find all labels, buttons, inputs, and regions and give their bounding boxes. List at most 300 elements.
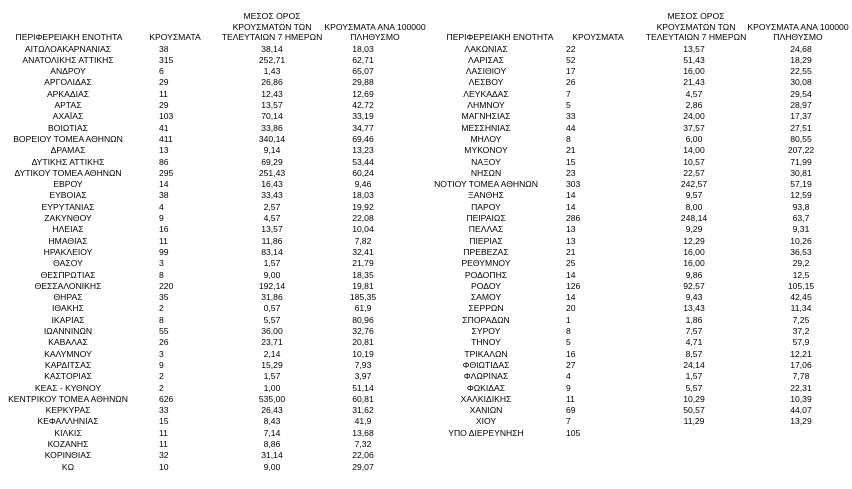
avg-7-days-cell: 1,57 xyxy=(263,258,281,269)
avg-7-days-cell: 11,29 xyxy=(683,416,705,427)
per-100k-cell: 11,34 xyxy=(790,303,812,314)
region-cell: ΦΘΙΩΤΙΔΑΣ xyxy=(462,359,510,370)
table-row xyxy=(428,224,852,235)
region-cell: ΡΟΔΟΥ xyxy=(471,280,501,291)
cases-cell: 7 xyxy=(566,88,571,99)
table-row xyxy=(428,213,852,224)
cases-cell: 11 xyxy=(159,427,168,438)
region-cell: ΝΟΤΙΟΥ ΤΟΜΕΑ ΑΘΗΝΩΝ xyxy=(434,179,538,190)
cases-cell: 21 xyxy=(566,145,576,156)
table-row xyxy=(0,168,428,179)
cases-cell: 8 xyxy=(159,269,164,280)
avg-7-days-cell: 11,86 xyxy=(261,235,283,246)
region-cell: ΚΟΖΑΝΗΣ xyxy=(47,439,89,449)
table-row xyxy=(428,371,852,382)
avg-7-days-cell: 252,71 xyxy=(258,54,286,65)
cases-cell: 1 xyxy=(566,314,571,325)
region-cell: ΚΑΣΤΟΡΙΑΣ xyxy=(44,371,92,382)
table-row xyxy=(428,89,852,100)
region-cell: ΘΑΣΟΥ xyxy=(53,258,83,269)
table-row xyxy=(0,123,428,134)
avg-7-days-cell: 1,86 xyxy=(685,314,703,325)
table-row xyxy=(0,247,428,258)
table-row xyxy=(428,77,852,88)
avg-7-days-cell: 83,14 xyxy=(261,246,283,257)
avg-7-days-cell: 69,29 xyxy=(261,156,283,167)
avg-7-days-cell: 1,00 xyxy=(263,382,281,393)
avg-7-days-cell: 6,00 xyxy=(685,133,703,144)
region-cell: ΚΕΦΑΛΛΗΝΙΑΣ xyxy=(37,416,99,427)
per-100k-cell: 13,29 xyxy=(790,416,812,427)
table-row xyxy=(428,303,852,314)
avg-7-days-cell: 9,57 xyxy=(685,190,703,201)
cases-cell: 32 xyxy=(159,450,169,461)
cases-cell: 14 xyxy=(566,292,576,303)
region-cell: ΛΕΣΒΟΥ xyxy=(468,77,504,88)
cases-cell: 86 xyxy=(159,156,169,167)
avg-7-days-cell: 31,86 xyxy=(261,292,283,303)
avg-7-days-cell: 9,29 xyxy=(685,224,703,235)
region-cell: ΚΑΡΔΙΤΣΑΣ xyxy=(44,359,92,370)
cases-cell: 99 xyxy=(159,246,169,257)
avg-7-days-cell: 4,57 xyxy=(263,213,281,223)
per-100k-cell: 34,77 xyxy=(352,122,374,133)
avg-7-days-cell: 7,14 xyxy=(263,427,281,438)
table-row xyxy=(428,416,852,427)
per-100k-cell: 18,03 xyxy=(352,43,374,54)
per-100k-cell: 42,45 xyxy=(790,292,812,303)
cases-cell: 6 xyxy=(159,66,164,77)
per-100k-cell: 17,37 xyxy=(790,111,812,122)
table-row xyxy=(0,405,428,416)
table-row xyxy=(0,44,428,55)
cases-cell: 38 xyxy=(159,43,169,54)
region-cell: ΚΙΛΚΙΣ xyxy=(54,427,82,438)
cases-cell: 69 xyxy=(566,405,576,416)
table-row xyxy=(0,258,428,269)
region-cell: ΑΙΤΩΛΟΑΚΑΡΝΑΝΙΑΣ xyxy=(24,43,112,54)
per-100k-cell: 42,72 xyxy=(352,100,374,110)
cases-cell: 55 xyxy=(159,326,169,336)
cases-cell: 14 xyxy=(566,201,576,212)
table-row xyxy=(0,462,428,473)
avg-7-days-cell: 24,00 xyxy=(683,111,705,122)
per-100k-cell: 29,2 xyxy=(792,258,810,269)
cases-cell: 27 xyxy=(566,359,576,370)
region-cell: ΙΘΑΚΗΣ xyxy=(52,303,84,314)
region-cell: ΤΗΝΟΥ xyxy=(471,337,501,348)
table-row xyxy=(428,168,852,179)
cases-cell: 25 xyxy=(566,258,576,269)
region-cell: ΑΧΑΪΑΣ xyxy=(52,111,84,122)
avg-7-days-cell: 70,14 xyxy=(261,111,283,122)
region-cell: ΗΡΑΚΛΕΙΟΥ xyxy=(43,246,93,257)
avg-7-days-cell: 92,57 xyxy=(683,280,705,291)
avg-7-days-cell: 31,14 xyxy=(261,450,283,461)
cases-cell: 105 xyxy=(566,427,581,438)
per-100k-cell: 7,82 xyxy=(354,235,372,246)
region-cell: ΙΚΑΡΙΑΣ xyxy=(51,314,85,325)
table-row xyxy=(428,100,852,111)
cases-cell: 14 xyxy=(566,190,576,201)
table-row xyxy=(0,416,428,427)
avg-7-days-cell: 13,57 xyxy=(683,43,705,54)
header-cases: ΚΡΟΥΣΜΑΤΑ xyxy=(149,31,201,42)
per-100k-cell: 57,19 xyxy=(790,179,812,190)
header-cases: ΚΡΟΥΣΜΑΤΑ xyxy=(572,31,624,42)
avg-7-days-cell: 50,57 xyxy=(683,405,705,416)
header-region: ΠΕΡΙΦΕΡΕΙΑΚΗ ΕΝΟΤΗΤΑ xyxy=(15,31,123,42)
cases-cell: 2 xyxy=(159,371,164,382)
cases-cell: 11 xyxy=(159,88,168,99)
table-row xyxy=(428,190,852,201)
table-row xyxy=(0,326,428,337)
avg-7-days-cell: 9,00 xyxy=(263,461,281,472)
avg-7-days-cell: 26,43 xyxy=(261,405,283,416)
avg-7-days-cell: 0,57 xyxy=(263,303,281,314)
avg-7-days-cell: 37,57 xyxy=(683,122,705,133)
avg-7-days-cell: 51,43 xyxy=(683,54,705,65)
per-100k-cell: 13,68 xyxy=(352,427,374,438)
table-row xyxy=(428,247,852,258)
cases-cell: 35 xyxy=(159,292,169,303)
per-100k-cell: 21,79 xyxy=(352,258,374,269)
cases-cell: 29 xyxy=(159,77,169,88)
region-cell: ΚΕΡΚΥΡΑΣ xyxy=(45,405,91,416)
avg-7-days-cell: 23,71 xyxy=(261,337,283,348)
region-cell: ΑΡΚΑΔΙΑΣ xyxy=(46,88,90,99)
region-cell: ΚΩ xyxy=(61,461,75,472)
region-cell: ΣΠΟΡΑΔΩΝ xyxy=(462,314,510,325)
region-cell: ΣΑΜΟΥ xyxy=(470,292,502,303)
per-100k-cell: 12,59 xyxy=(790,190,812,201)
region-cell: ΕΒΡΟΥ xyxy=(53,179,83,190)
avg-7-days-cell: 8,00 xyxy=(685,201,703,212)
per-100k-cell: 44,07 xyxy=(790,405,812,416)
table-row xyxy=(428,157,852,168)
region-cell: ΕΥΒΟΙΑΣ xyxy=(49,190,87,201)
table-row xyxy=(428,360,852,371)
region-cell: ΥΠΟ ΔΙΕΡΕΥΝΗΣΗ xyxy=(448,427,524,438)
cases-cell: 20 xyxy=(566,303,576,314)
region-cell: ΛΑΣΙΘΙΟΥ xyxy=(465,66,507,77)
region-cell: ΧΑΝΙΩΝ xyxy=(469,405,503,416)
table-row xyxy=(0,394,428,405)
cases-cell: 9 xyxy=(159,213,164,223)
per-100k-cell: 7,78 xyxy=(792,371,810,382)
cases-cell: 2 xyxy=(159,303,164,314)
region-cell: ΝΑΞΟΥ xyxy=(471,156,501,167)
region-cell: ΒΟΡΕΙΟΥ ΤΟΜΕΑ ΑΘΗΝΩΝ xyxy=(13,133,123,144)
table-row xyxy=(0,55,428,66)
avg-7-days-cell: 9,86 xyxy=(685,269,703,280)
cases-cell: 10 xyxy=(159,461,169,472)
per-100k-cell: 29,54 xyxy=(790,88,812,99)
cases-cell: 33 xyxy=(159,405,169,416)
cases-cell: 3 xyxy=(159,258,164,269)
table-row xyxy=(428,55,852,66)
table-row xyxy=(0,89,428,100)
avg-7-days-cell: 2,57 xyxy=(263,201,281,212)
per-100k-cell: 60,81 xyxy=(352,393,374,404)
per-100k-cell: 29,88 xyxy=(352,77,374,88)
per-100k-cell: 13,23 xyxy=(352,145,374,156)
cases-cell: 26 xyxy=(159,337,169,348)
table-row xyxy=(428,145,852,156)
region-cell: ΚΕΑΣ - ΚΥΘΝΟΥ xyxy=(34,382,102,393)
region-cell: ΘΕΣΣΑΛΟΝΙΚΗΣ xyxy=(34,280,102,291)
per-100k-cell: 80,55 xyxy=(790,133,812,144)
cases-cell: 286 xyxy=(566,213,581,223)
avg-7-days-cell: 14,00 xyxy=(683,145,705,156)
avg-7-days-cell: 13,57 xyxy=(261,224,283,235)
per-100k-cell: 57,9 xyxy=(792,337,810,348)
avg-7-days-cell: 1,57 xyxy=(685,371,703,382)
table-row xyxy=(428,66,852,77)
cases-cell: 14 xyxy=(566,269,576,280)
table-row xyxy=(0,157,428,168)
table-row xyxy=(0,111,428,122)
per-100k-cell: 18,29 xyxy=(790,54,812,65)
table-row xyxy=(0,337,428,348)
table-row xyxy=(0,450,428,461)
cases-cell: 126 xyxy=(566,280,581,291)
region-cell: ΕΥΡΥΤΑΝΙΑΣ xyxy=(41,201,95,212)
table-row xyxy=(428,236,852,247)
avg-7-days-cell: 26,86 xyxy=(261,77,283,88)
table-row xyxy=(428,134,852,145)
cases-cell: 22 xyxy=(566,43,576,54)
per-100k-cell: 53,44 xyxy=(352,156,374,167)
avg-7-days-cell: 8,86 xyxy=(263,439,281,449)
cases-cell: 13 xyxy=(566,224,576,235)
cases-cell: 21 xyxy=(566,246,576,257)
region-cell: ΒΟΙΩΤΙΑΣ xyxy=(48,122,88,133)
cases-cell: 5 xyxy=(566,337,571,348)
region-cell: ΧΑΛΚΙΔΙΚΗΣ xyxy=(460,393,512,404)
table-row xyxy=(428,281,852,292)
region-cell: ΚΟΡΙΝΘΙΑΣ xyxy=(44,450,92,461)
cases-cell: 11 xyxy=(159,439,168,449)
region-cell: ΠΕΙΡΑΙΩΣ xyxy=(466,213,506,223)
table-row xyxy=(428,202,852,213)
per-100k-cell: 105,15 xyxy=(787,280,815,291)
table-row xyxy=(0,224,428,235)
cases-cell: 15 xyxy=(566,156,576,167)
region-cell: ΤΡΙΚΑΛΩΝ xyxy=(464,348,508,359)
region-cell: ΝΗΣΩΝ xyxy=(470,167,502,178)
avg-7-days-cell: 13,57 xyxy=(261,100,283,110)
cases-cell: 3 xyxy=(159,348,164,359)
region-cell: ΛΕΥΚΑΔΑΣ xyxy=(463,88,509,99)
region-cell: ΜΗΛΟΥ xyxy=(470,133,502,144)
per-100k-cell: 10,19 xyxy=(352,348,374,359)
table-row xyxy=(0,281,428,292)
right-table xyxy=(428,0,852,489)
table-row xyxy=(0,360,428,371)
table-row xyxy=(0,383,428,394)
avg-7-days-cell: 24,14 xyxy=(683,359,705,370)
per-100k-cell: 7,25 xyxy=(792,314,810,325)
table-row xyxy=(428,326,852,337)
region-cell: ΛΑΡΙΣΑΣ xyxy=(468,54,504,65)
table-row xyxy=(428,179,852,190)
avg-7-days-cell: 16,00 xyxy=(683,246,705,257)
table-row xyxy=(0,428,428,439)
cases-cell: 29 xyxy=(159,100,169,110)
table-row xyxy=(0,213,428,224)
region-cell: ΦΛΩΡΙΝΑΣ xyxy=(463,371,509,382)
cases-cell: 9 xyxy=(159,359,164,370)
per-100k-cell: 19,92 xyxy=(352,201,374,212)
avg-7-days-cell: 9,43 xyxy=(685,292,703,303)
avg-7-days-cell: 5,57 xyxy=(685,382,703,393)
avg-7-days-cell: 1,57 xyxy=(263,371,281,382)
cases-cell: 33 xyxy=(566,111,576,122)
cases-cell: 8 xyxy=(159,314,164,325)
cases-cell: 26 xyxy=(566,77,576,88)
table-row xyxy=(428,44,852,55)
region-cell: ΙΩΑΝΝΙΝΩΝ xyxy=(43,326,93,336)
table-row xyxy=(0,315,428,326)
region-cell: ΘΕΣΠΡΩΤΙΑΣ xyxy=(40,269,96,280)
region-cell: ΑΝΑΤΟΛΙΚΗΣ ΑΤΤΙΚΗΣ xyxy=(22,54,114,65)
per-100k-cell: 80,96 xyxy=(352,314,374,325)
table-row xyxy=(0,292,428,303)
cases-cell: 13 xyxy=(159,145,169,156)
avg-7-days-cell: 8,43 xyxy=(263,416,281,427)
region-cell: ΣΥΡΟΥ xyxy=(471,326,501,336)
table-row xyxy=(428,270,852,281)
region-cell: ΠΑΡΟΥ xyxy=(471,201,501,212)
per-100k-cell: 10,39 xyxy=(790,393,812,404)
per-100k-cell: 22,08 xyxy=(352,213,374,223)
cases-cell: 2 xyxy=(159,382,164,393)
region-cell: ΧΙΟΥ xyxy=(475,416,497,427)
region-cell: ΑΡΤΑΣ xyxy=(54,100,82,110)
table-row xyxy=(428,394,852,405)
table-row xyxy=(428,337,852,348)
per-100k-cell: 60,24 xyxy=(352,167,374,178)
per-100k-cell: 10,04 xyxy=(352,224,374,235)
region-cell: ΜΑΓΝΗΣΙΑΣ xyxy=(461,111,511,122)
region-cell: ΗΛΕΙΑΣ xyxy=(52,224,84,235)
per-100k-cell: 61,9 xyxy=(354,303,372,314)
header-cases-per-100k: ΚΡΟΥΣΜΑΤΑ ΑΝΑ 100000 ΠΛΗΘΥΣΜΟ xyxy=(747,21,849,42)
cases-cell: 15 xyxy=(159,416,169,427)
avg-7-days-cell: 192,14 xyxy=(258,280,286,291)
per-100k-cell: 18,03 xyxy=(352,190,374,201)
cases-cell: 44 xyxy=(566,122,576,133)
per-100k-cell: 207,22 xyxy=(787,145,815,156)
per-100k-cell: 63,7 xyxy=(792,213,810,223)
table-row xyxy=(0,100,428,111)
region-cell: ΠΡΕΒΕΖΑΣ xyxy=(463,246,509,257)
table-row xyxy=(0,66,428,77)
table-row xyxy=(428,405,852,416)
table-row xyxy=(0,270,428,281)
avg-7-days-cell: 12,43 xyxy=(261,88,283,99)
per-100k-cell: 20,81 xyxy=(352,337,374,348)
per-100k-cell: 28,97 xyxy=(790,100,812,110)
cases-cell: 16 xyxy=(159,224,169,235)
cases-cell: 16 xyxy=(566,348,576,359)
header-avg-7-days: ΜΕΣΟΣ ΟΡΟΣ ΚΡΟΥΣΜΑΤΩΝ ΤΩΝ ΤΕΛΕΥΤΑΙΩΝ 7 ΗΜΕΡΩΝ xyxy=(645,11,747,42)
region-cell: ΚΑΒΑΛΑΣ xyxy=(48,337,88,348)
avg-7-days-cell: 22,57 xyxy=(683,167,705,178)
cases-cell: 626 xyxy=(159,393,174,404)
region-cell: ΘΗΡΑΣ xyxy=(53,292,83,303)
per-100k-cell: 9,46 xyxy=(354,179,372,190)
region-cell: ΑΝΔΡΟΥ xyxy=(50,66,86,77)
avg-7-days-cell: 2,86 xyxy=(685,100,703,110)
cases-cell: 411 xyxy=(159,133,173,144)
per-100k-cell: 12,21 xyxy=(790,348,812,359)
per-100k-cell: 36,53 xyxy=(790,246,812,257)
table-row xyxy=(0,145,428,156)
avg-7-days-cell: 9,14 xyxy=(263,145,281,156)
cases-cell: 8 xyxy=(566,133,571,144)
table-row xyxy=(428,292,852,303)
per-100k-cell: 7,32 xyxy=(354,439,372,449)
avg-7-days-cell: 10,57 xyxy=(683,156,705,167)
avg-7-days-cell: 535,00 xyxy=(258,393,286,404)
avg-7-days-cell: 7,57 xyxy=(685,326,703,336)
avg-7-days-cell: 2,14 xyxy=(263,348,281,359)
region-cell: ΜΕΣΣΗΝΙΑΣ xyxy=(461,122,511,133)
region-cell: ΣΕΡΡΩΝ xyxy=(468,303,504,314)
per-100k-cell: 10,26 xyxy=(790,235,812,246)
per-100k-cell: 22,55 xyxy=(790,66,812,77)
cases-cell: 4 xyxy=(566,371,571,382)
table-row xyxy=(0,134,428,145)
cases-cell: 17 xyxy=(566,66,576,77)
cases-cell: 295 xyxy=(159,167,174,178)
cases-cell: 41 xyxy=(159,122,169,133)
region-cell: ΗΜΑΘΙΑΣ xyxy=(48,235,88,246)
table-row xyxy=(0,77,428,88)
per-100k-cell: 3,97 xyxy=(354,371,372,382)
per-100k-cell: 31,62 xyxy=(352,405,374,416)
per-100k-cell: 93,8 xyxy=(792,201,810,212)
region-cell: ΠΙΕΡΙΑΣ xyxy=(469,235,503,246)
per-100k-cell: 185,35 xyxy=(349,292,377,303)
avg-7-days-cell: 8,57 xyxy=(685,348,703,359)
table-row xyxy=(428,428,852,439)
per-100k-cell: 30,08 xyxy=(790,77,812,88)
header-region: ΠΕΡΙΦΕΡΕΙΑΚΗ ΕΝΟΤΗΤΑ xyxy=(446,31,554,42)
avg-7-days-cell: 5,57 xyxy=(263,314,281,325)
table-row xyxy=(428,383,852,394)
avg-7-days-cell: 16,00 xyxy=(683,258,705,269)
region-cell: ΑΡΓΟΛΙΔΑΣ xyxy=(44,77,92,88)
table-row xyxy=(0,202,428,213)
per-100k-cell: 24,68 xyxy=(790,43,812,54)
per-100k-cell: 18,35 xyxy=(352,269,374,280)
per-100k-cell: 37,2 xyxy=(792,326,810,336)
region-cell: ΔΥΤΙΚΟΥ ΤΟΜΕΑ ΑΘΗΝΩΝ xyxy=(14,167,122,178)
per-100k-cell: 7,93 xyxy=(354,359,372,370)
header-avg-7-days: ΜΕΣΟΣ ΟΡΟΣ ΚΡΟΥΣΜΑΤΩΝ ΤΩΝ ΤΕΛΕΥΤΑΙΩΝ 7 ΗΜΕΡΩΝ xyxy=(221,11,323,42)
avg-7-days-cell: 340,14 xyxy=(258,133,286,144)
table-header xyxy=(0,0,428,44)
avg-7-days-cell: 9,00 xyxy=(263,269,281,280)
per-100k-cell: 69,46 xyxy=(352,133,374,144)
avg-7-days-cell: 4,57 xyxy=(685,88,703,99)
cases-cell: 103 xyxy=(159,111,174,122)
avg-7-days-cell: 13,43 xyxy=(683,303,705,314)
avg-7-days-cell: 251,43 xyxy=(258,167,286,178)
